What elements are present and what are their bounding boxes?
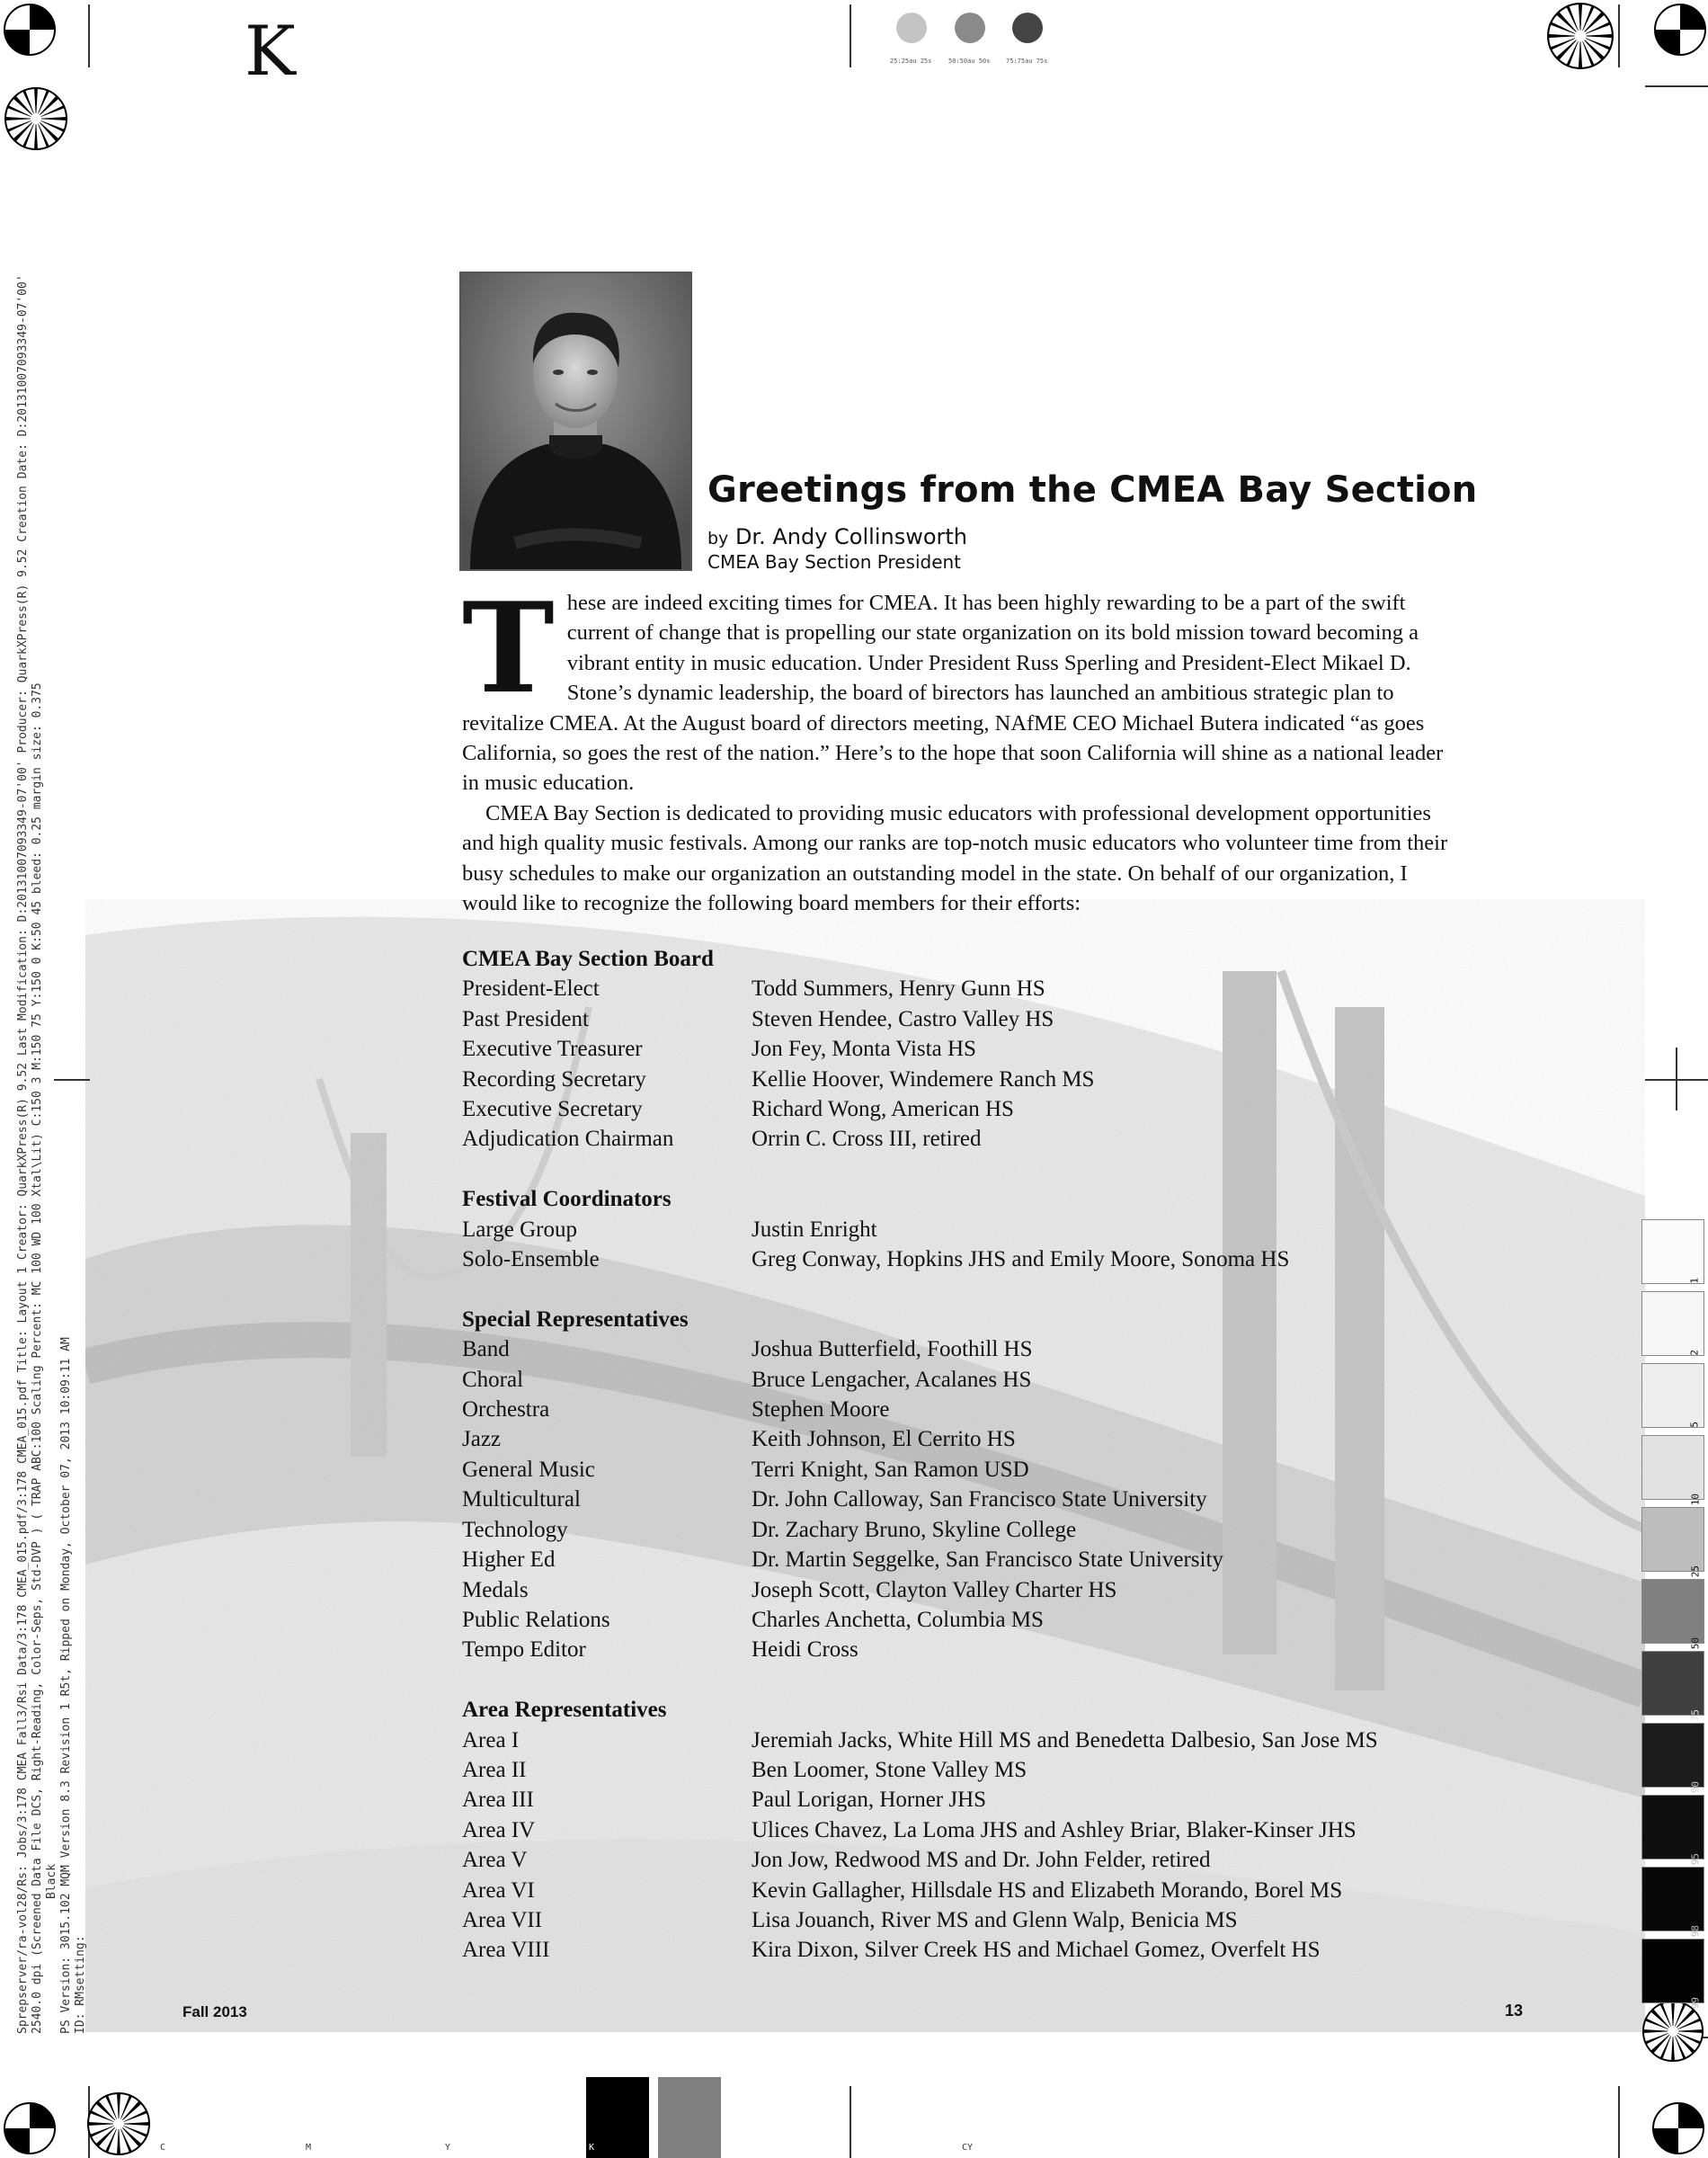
name-cell: Heidi Cross <box>752 1637 858 1663</box>
name-cell: Orrin C. Cross III, retired <box>752 1127 982 1152</box>
tone-patch <box>1641 1219 1704 1284</box>
tone-patch <box>1641 1651 1704 1722</box>
tone-value: 98 <box>1689 1925 1701 1938</box>
table-row <box>462 1605 1496 1635</box>
tone-patch <box>1641 1291 1704 1356</box>
starburst-target-icon <box>86 2091 151 2156</box>
board-listing <box>462 944 1496 1966</box>
role-cell: Area VII <box>462 1907 543 1932</box>
role-cell: Executive Treasurer <box>462 1037 643 1062</box>
tone-patch <box>1641 1435 1704 1506</box>
tone-value: 10 <box>1689 1494 1701 1506</box>
paragraph <box>462 575 1453 798</box>
color-bar-gray <box>658 2077 721 2158</box>
name-cell: Todd Summers, Henry Gunn HS <box>752 976 1045 1002</box>
tone-value: 1 <box>1689 1278 1701 1284</box>
role-cell: General Music <box>462 1457 595 1482</box>
table-row <box>462 1876 1496 1905</box>
table-row <box>462 1065 1496 1094</box>
table-row <box>462 1424 1496 1454</box>
role-cell: President-Elect <box>462 976 600 1002</box>
table-row <box>462 1575 1496 1605</box>
table-row <box>462 1215 1496 1244</box>
tone-value: 90 <box>1689 1781 1701 1794</box>
tone-value: 75 <box>1689 1709 1701 1722</box>
table-row <box>462 1935 1496 1965</box>
tone-value: 25 <box>1689 1565 1701 1578</box>
name-cell: Kevin Gallagher, Hillsdale HS and Elizabeth Morando, Borel MS <box>752 1877 1343 1903</box>
tone-patch <box>1641 1867 1704 1938</box>
table-row <box>462 1395 1496 1424</box>
table-row <box>462 1034 1496 1064</box>
table-row <box>462 1455 1496 1485</box>
role-cell: Adjudication Chairman <box>462 1127 674 1152</box>
crop-mark <box>1618 2086 1620 2158</box>
role-cell: Area V <box>462 1848 528 1873</box>
section-heading: Festival Coordinators <box>462 1187 672 1212</box>
role-cell: Executive Secretary <box>462 1097 643 1122</box>
name-cell: Paul Lorigan, Horner JHS <box>752 1788 987 1813</box>
role-cell: Technology <box>462 1517 568 1542</box>
author-photo <box>459 272 692 571</box>
registration-dot-label: 25:25au 25s <box>890 58 932 65</box>
tone-patch <box>1641 1939 1704 2010</box>
name-cell: Ben Loomer, Stone Valley MS <box>752 1757 1027 1782</box>
role-cell: Jazz <box>462 1427 502 1452</box>
color-bar-black <box>586 2077 649 2158</box>
crop-mark <box>850 4 851 67</box>
name-cell: Dr. Zachary Bruno, Skyline College <box>752 1517 1077 1542</box>
slug-line: ID: RMsetting: <box>74 1935 87 2034</box>
color-bar-label: CY <box>962 2143 974 2153</box>
author-name: Dr. Andy Collinsworth <box>734 524 968 549</box>
printer-slug <box>16 274 88 2034</box>
registration-target-icon <box>1650 2100 1706 2156</box>
color-bar-label: C <box>160 2143 166 2153</box>
registration-target-icon <box>2 2 58 58</box>
slug-line: 2540.0 dpi (Screened Data File DCS, Right-Reading, Color-Seps, Std-DVP ) ( TRAP ABC:100 Scaling Percent: MC 100 WD 100 Xtal\Lit) C:150 3 M:150 75 Y:150 0 K:50 45 bleed: 0.25 margin size: 0.375 <box>31 682 44 2034</box>
role-cell: Multicultural <box>462 1487 581 1512</box>
crop-mark <box>88 4 90 67</box>
name-cell: Greg Conway, Hopkins JHS and Emily Moore, Sonoma HS <box>752 1247 1290 1272</box>
slug-line: PS Version: 3015.102 MQM Version 8.3 Revision 1 R5t, Ripped on Monday, October 07, 2013 10:09:11 AM <box>59 1337 73 2034</box>
table-row <box>462 1485 1496 1514</box>
section-heading: Area Representatives <box>462 1698 667 1723</box>
starburst-target-icon <box>4 86 68 151</box>
color-bar-label: K <box>589 2143 595 2153</box>
role-cell: Solo-Ensemble <box>462 1247 600 1272</box>
table-row <box>462 1515 1496 1545</box>
starburst-target-icon <box>1641 2000 1704 2063</box>
crop-mark <box>1676 1048 1677 1110</box>
table-row <box>462 974 1496 1003</box>
author-role: CMEA Bay Section President <box>707 551 962 573</box>
name-cell: Charles Anchetta, Columbia MS <box>752 1607 1044 1632</box>
registration-target-icon <box>1652 2 1708 58</box>
registration-dot <box>1012 13 1043 43</box>
name-cell: Kira Dixon, Silver Creek HS and Michael Gomez, Overfelt HS <box>752 1938 1321 1963</box>
name-cell: Richard Wong, American HS <box>752 1097 1014 1122</box>
article-body <box>462 575 1453 918</box>
byline-prefix: by <box>707 529 729 548</box>
starburst-target-icon <box>1546 2 1615 70</box>
paragraph-text: hese are indeed exciting times for CMEA. It has been highly rewarding to be a part of the swift current of change that is propelling our state organization on its bold mission toward becoming a vibrant entity in music education. Under President Russ Sperling and President-Elect Mikael D. Stone’s dynamic leadership, the board of birectors has launched an ambitious strategic plan to revitalize CMEA. At the August board of directors meeting, NAfME CEO Michael Butera indicated “as goes California, so goes the rest of the nation.” Here’s to the hope that soon California will shine as a national leader in music education. <box>462 591 1444 796</box>
table-row <box>462 1726 1496 1755</box>
registration-dot <box>955 13 985 43</box>
role-cell: Medals <box>462 1577 529 1602</box>
table-row <box>462 1334 1496 1364</box>
article-title: Greetings from the CMEA Bay Section <box>707 469 1478 511</box>
slug-line: Sprepserver/ra-vol28/Rs: Jobs/3:178 CMEA Fall3/Rsi Data/3:178 CMEA_015.pdf/3:178 CMEA_015.pdf Title: Layout 1 Creator: QuarkXPress(R) 9.52 Last Modification: D:20131007093349-07'00' Producer: QuarkXPress(R) 9.52 Creation Date: D:20131007093349-07'00' <box>16 274 30 2034</box>
name-cell: Stephen Moore <box>752 1397 890 1422</box>
name-cell: Joseph Scott, Clayton Valley Charter HS <box>752 1577 1117 1602</box>
table-row <box>462 1124 1496 1154</box>
name-cell: Kellie Hoover, Windemere Ranch MS <box>752 1066 1095 1092</box>
tone-patch <box>1641 1723 1704 1794</box>
table-row <box>462 1094 1496 1124</box>
name-cell: Justin Enright <box>752 1217 877 1242</box>
role-cell: Area IV <box>462 1817 536 1842</box>
name-cell: Keith Johnson, El Cerrito HS <box>752 1427 1016 1452</box>
role-cell: Choral <box>462 1367 524 1392</box>
paragraph: CMEA Bay Section is dedicated to providing music educators with professional development opportunities and high quality music festivals. Among our ranks are top-notch music educators who volunteer time from their busy schedules to make our organization an outstanding model in the state. On behalf of our organization, I would like to recognize the following board members for their efforts: <box>462 800 1448 916</box>
name-cell: Joshua Butterfield, Foothill HS <box>752 1337 1033 1362</box>
crop-mark <box>1618 4 1620 67</box>
role-cell: Higher Ed <box>462 1547 556 1573</box>
table-row <box>462 1845 1496 1875</box>
table-row <box>462 1635 1496 1664</box>
plate-letter: K <box>245 11 296 91</box>
role-cell: Area VIII <box>462 1938 550 1963</box>
color-bar-label: M <box>306 2143 312 2153</box>
tone-patch <box>1641 1363 1704 1428</box>
role-cell: Orchestra <box>462 1397 550 1422</box>
name-cell: Dr. Martin Seggelke, San Francisco State University <box>752 1547 1223 1573</box>
name-cell: Bruce Lengacher, Acalanes HS <box>752 1367 1032 1392</box>
tone-value: 50 <box>1689 1637 1701 1650</box>
crop-mark <box>850 2086 851 2158</box>
table-row <box>462 1004 1496 1034</box>
role-cell: Tempo Editor <box>462 1637 586 1663</box>
role-cell: Area VI <box>462 1877 535 1903</box>
table-row <box>462 1365 1496 1395</box>
role-cell: Area II <box>462 1757 527 1782</box>
table-row <box>462 1244 1496 1274</box>
page-number: 13 <box>1505 2002 1524 2020</box>
name-cell: Jon Jow, Redwood MS and Dr. John Felder, retired <box>752 1848 1211 1873</box>
name-cell: Dr. John Calloway, San Francisco State University <box>752 1487 1207 1512</box>
role-cell: Past President <box>462 1006 589 1031</box>
slug-line: Black <box>45 1863 58 1899</box>
color-bar-label: Y <box>445 2143 451 2153</box>
role-cell: Public Relations <box>462 1607 610 1632</box>
role-cell: Recording Secretary <box>462 1066 646 1092</box>
registration-target-icon <box>2 2100 58 2156</box>
tone-value: 99 <box>1689 1997 1701 2010</box>
name-cell: Steven Hendee, Castro Valley HS <box>752 1006 1054 1031</box>
name-cell: Jeremiah Jacks, White Hill MS and Benedetta Dalbesio, San Jose MS <box>752 1727 1378 1752</box>
section-heading: Special Representatives <box>462 1306 689 1332</box>
crop-mark <box>1645 85 1708 87</box>
issue-label: Fall 2013 <box>182 2003 247 2020</box>
table-row <box>462 1785 1496 1815</box>
drop-cap: T <box>462 575 555 721</box>
table-row <box>462 1815 1496 1845</box>
tone-patch <box>1641 1507 1704 1578</box>
registration-dot-label: 50:50au 50s <box>948 58 991 65</box>
table-row <box>462 1545 1496 1574</box>
role-cell: Area I <box>462 1727 520 1752</box>
role-cell: Large Group <box>462 1217 577 1242</box>
role-cell: Area III <box>462 1788 534 1813</box>
registration-dot-label: 75:75au 75s <box>1006 58 1048 65</box>
tone-patch <box>1641 1579 1704 1650</box>
name-cell: Terri Knight, San Ramon USD <box>752 1457 1029 1482</box>
article-byline <box>707 524 967 549</box>
name-cell: Lisa Jouanch, River MS and Glenn Walp, Benicia MS <box>752 1907 1238 1932</box>
name-cell: Ulices Chavez, La Loma JHS and Ashley Briar, Blaker-Kinser JHS <box>752 1817 1357 1842</box>
registration-dot <box>896 13 927 43</box>
tone-value: 95 <box>1689 1853 1701 1866</box>
section-heading: CMEA Bay Section Board <box>462 947 714 971</box>
tone-value: 5 <box>1689 1422 1701 1428</box>
name-cell: Jon Fey, Monta Vista HS <box>752 1037 976 1062</box>
table-row <box>462 1755 1496 1785</box>
tone-value: 2 <box>1689 1350 1701 1356</box>
role-cell: Band <box>462 1337 510 1362</box>
table-row <box>462 1905 1496 1935</box>
tone-patch <box>1641 1795 1704 1866</box>
